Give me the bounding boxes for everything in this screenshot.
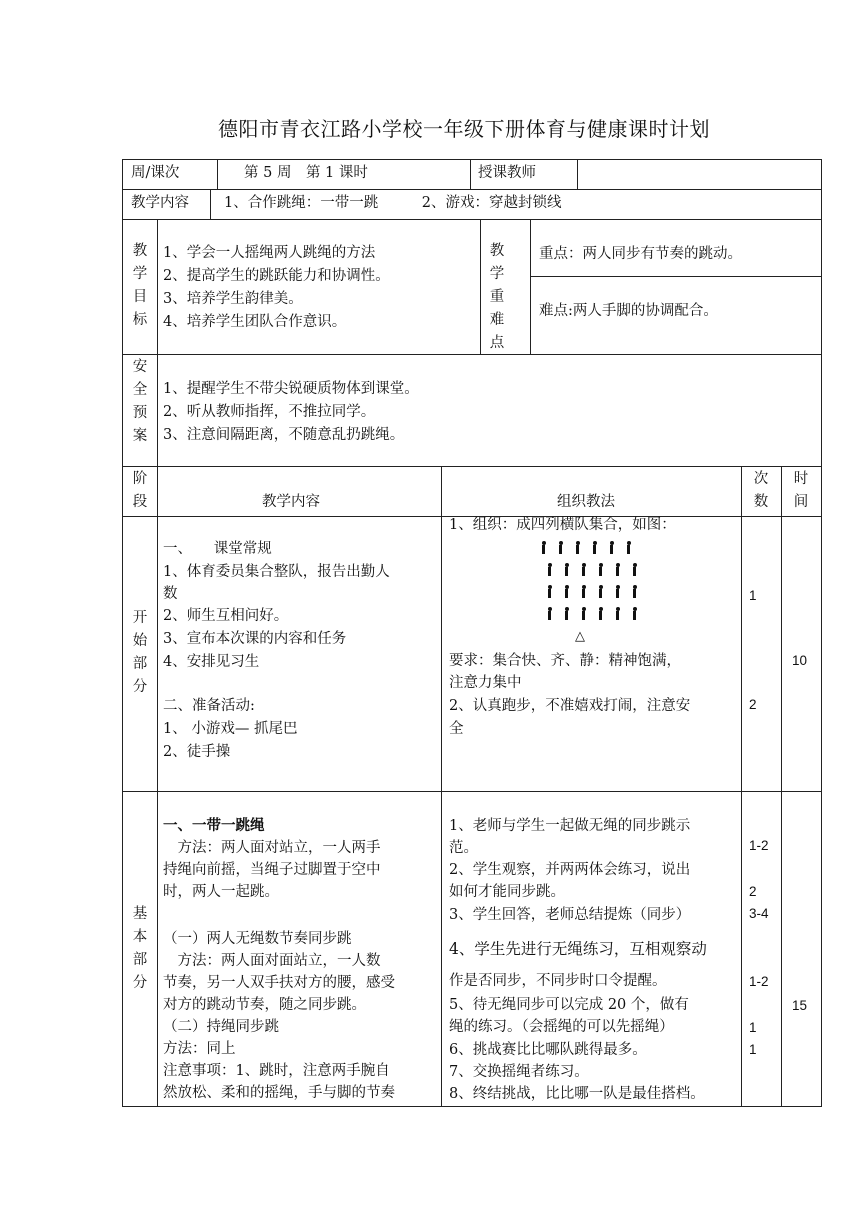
student-icon <box>614 585 621 598</box>
row-divider <box>122 189 822 190</box>
method-line: 范。 <box>449 840 478 856</box>
method-line: 5、待无绳同步可以完成 20 个，做有 <box>449 997 689 1013</box>
table-border-bottom <box>122 1106 822 1107</box>
content-line: 数 <box>163 586 178 602</box>
student-icon <box>614 563 621 576</box>
goal-item: 1、学会一人摇绳两人跳绳的方法 <box>163 245 376 261</box>
row-divider <box>122 219 822 220</box>
count-value: 1 <box>749 588 757 603</box>
col-divider <box>210 189 211 219</box>
content-line: 注意事项：1、跳时，注意两手腕自 <box>163 1063 390 1079</box>
student-icon <box>608 541 615 554</box>
col-divider <box>577 159 578 189</box>
student-icon <box>574 541 581 554</box>
method-line: 要求：集合快、齐、静：精神饱满， <box>449 653 681 669</box>
content-header: 教学内容 <box>262 494 320 510</box>
student-icon <box>563 563 570 576</box>
student-icon <box>580 563 587 576</box>
method-header: 组织教法 <box>557 494 615 510</box>
count-value: 2 <box>749 884 757 899</box>
count-value: 1 <box>749 1020 757 1035</box>
content-label: 教学内容 <box>131 195 189 211</box>
method-line: 全 <box>449 721 464 737</box>
method-line: 2、认真跑步，不准嬉戏打闹，注意安 <box>449 698 691 714</box>
content-line: 1、 小游戏— 抓尾巴 <box>163 721 298 737</box>
safety-item: 1、提醒学生不带尖锐硬质物体到课堂。 <box>163 381 419 397</box>
content-line: 持绳向前摇，当绳子过脚置于空中 <box>163 862 381 878</box>
table-border-right <box>821 159 822 1107</box>
teacher-label: 授课教师 <box>478 165 536 181</box>
table-border-top <box>122 159 822 160</box>
row-divider <box>122 354 822 355</box>
student-icon <box>597 563 604 576</box>
method-line: 绳的练习。（会摇绳的可以先摇绳） <box>449 1019 674 1035</box>
basic-stage-label: 基本部分 <box>132 906 148 991</box>
content-value: 1、合作跳绳：一带一跳 2、游戏：穿越封锁线 <box>224 195 562 211</box>
content-line: 2、师生互相问好。 <box>163 608 289 624</box>
time-value: 15 <box>792 998 808 1013</box>
count-header: 次数 <box>753 471 769 510</box>
method-line: 8、终结挑战，比比哪一队是最佳搭档。 <box>449 1086 705 1102</box>
method-line: 注意力集中 <box>449 675 522 691</box>
table-border-left <box>122 159 123 1107</box>
col-divider <box>470 159 471 189</box>
col-divider <box>157 354 158 466</box>
student-icon <box>631 607 638 620</box>
student-icon <box>614 607 621 620</box>
content-line: 二、准备活动: <box>163 698 255 714</box>
page-title: 德阳市青衣江路小学校一年级下册体育与健康课时计划 <box>218 117 710 141</box>
teacher-symbol: △ <box>575 629 585 644</box>
student-icon <box>563 585 570 598</box>
count-value: 3-4 <box>749 906 769 921</box>
stage-header: 阶段 <box>132 471 148 510</box>
student-icon <box>631 585 638 598</box>
student-icon <box>631 563 638 576</box>
method-line: 3、学生回答，老师总结提炼（同步） <box>449 907 691 923</box>
content-line: 时，两人一起跳。 <box>163 884 279 900</box>
safety-item: 3、注意间隔距离，不随意乱扔跳绳。 <box>163 427 405 443</box>
content-line: 节奏，另一人双手扶对方的腰，感受 <box>163 975 395 991</box>
student-icon <box>580 585 587 598</box>
goals-label: 教学目标 <box>132 243 148 328</box>
content-line: 4、安排见习生 <box>163 654 260 670</box>
content-line: 然放松、柔和的摇绳，手与脚的节奏 <box>163 1085 395 1101</box>
student-icon <box>591 541 598 554</box>
key-point: 重点：两人同步有节奏的跳动。 <box>539 246 742 262</box>
student-icon <box>546 563 553 576</box>
student-icon <box>625 541 632 554</box>
col-divider <box>781 466 782 1106</box>
content-line: （一）两人无绳数节奏同步跳 <box>163 931 352 947</box>
method-line: 6、挑战赛比比哪队跳得最多。 <box>449 1042 647 1058</box>
method-line: 2、学生观察，并两两体会练习，说出 <box>449 862 691 878</box>
col-divider <box>157 466 158 1106</box>
safety-label: 安全预案 <box>132 359 148 444</box>
method-line: 如何才能同步跳。 <box>449 884 565 900</box>
content-line: 一、 课堂常规 <box>163 541 272 557</box>
student-icon <box>597 585 604 598</box>
row-divider <box>122 466 822 467</box>
formation-diagram <box>540 541 640 625</box>
week-value: 第 5 周 第 1 课时 <box>244 165 368 181</box>
content-heading: 一、一带一跳绳 <box>163 817 265 834</box>
goal-item: 2、提高学生的跳跃能力和协调性。 <box>163 268 390 284</box>
start-stage-label: 开始部分 <box>132 610 148 695</box>
content-line: 2、徒手操 <box>163 744 231 760</box>
key-points-label: 教学重难点 <box>489 243 505 351</box>
student-icon <box>540 541 547 554</box>
content-line: 方法：同上 <box>163 1041 236 1057</box>
content-line: （二）持绳同步跳 <box>163 1019 279 1035</box>
row-divider <box>122 791 822 792</box>
safety-item: 2、听从教师指挥，不推拉同学。 <box>163 404 376 420</box>
method-line: 作是否同步，不同步时口令提醒。 <box>449 973 667 989</box>
count-value: 1 <box>749 1042 757 1057</box>
content-line: 对方的跳动节奏，随之同步跳。 <box>163 997 366 1013</box>
difficulty-point: 难点:两人手脚的协调配合。 <box>539 303 718 319</box>
count-value: 1-2 <box>749 838 769 853</box>
col-divider <box>441 466 442 1106</box>
col-divider <box>157 219 158 354</box>
goal-item: 4、培养学生团队合作意识。 <box>163 314 347 330</box>
count-value: 1-2 <box>749 974 769 989</box>
week-label: 周/课次 <box>131 165 180 181</box>
col-divider <box>480 219 481 354</box>
row-divider <box>530 276 822 277</box>
goal-item: 3、培养学生韵律美。 <box>163 291 303 307</box>
col-divider <box>530 219 531 354</box>
student-icon <box>546 585 553 598</box>
method-line: 7、交换摇绳者练习。 <box>449 1064 589 1080</box>
content-line: 方法：两人面对站立，一人两手 <box>163 840 381 856</box>
content-line: 1、体育委员集合整队，报告出勤人 <box>163 564 390 580</box>
student-icon <box>597 607 604 620</box>
time-header: 时间 <box>793 471 809 510</box>
student-icon <box>563 607 570 620</box>
content-line: 3、宣布本次课的内容和任务 <box>163 631 347 647</box>
col-divider <box>217 159 218 189</box>
student-icon <box>557 541 564 554</box>
method-line: 1、老师与学生一起做无绳的同步跳示 <box>449 818 691 834</box>
student-icon <box>580 607 587 620</box>
col-divider <box>741 466 742 1106</box>
method-line: 4、学生先进行无绳练习，互相观察动 <box>449 940 707 958</box>
count-value: 2 <box>749 697 757 712</box>
student-icon <box>546 607 553 620</box>
content-line: 方法：两人面对面站立，一人数 <box>163 953 381 969</box>
method-line: 1、组织：成四列横队集合，如图： <box>449 517 676 533</box>
time-value: 10 <box>792 653 808 668</box>
